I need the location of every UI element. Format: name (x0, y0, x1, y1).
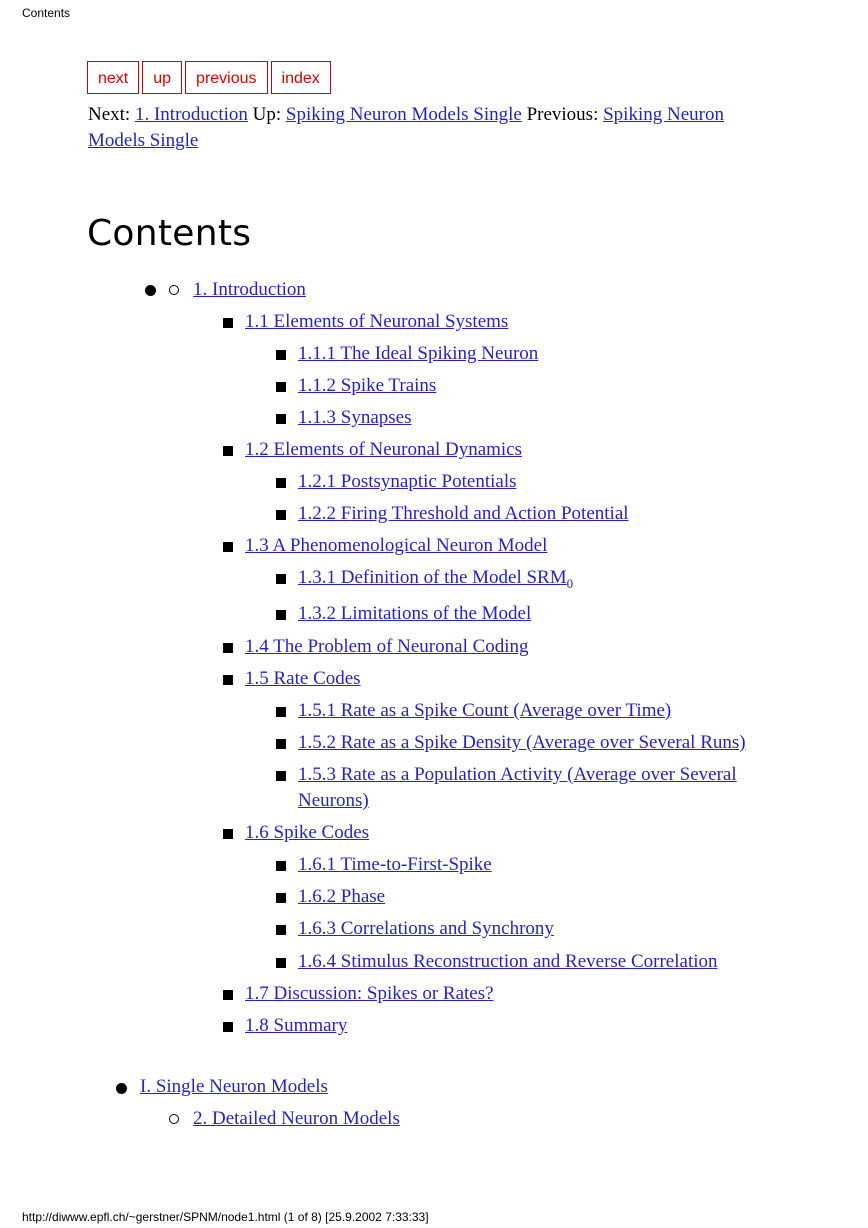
page-title: Contents (87, 213, 252, 254)
toc-item-chapter-2 (193, 1106, 400, 1132)
toc-link-1-6-3[interactable]: 1.6.3 Correlations and Synchrony (298, 918, 554, 939)
toc-link-chapter-2[interactable]: 2. Detailed Neuron Models (193, 1108, 400, 1129)
srm-subscript: 0 (566, 576, 574, 591)
navigation-text (88, 102, 748, 154)
toc-link-part-1[interactable]: I. Single Neuron Models (140, 1076, 328, 1097)
toc-link-1-5-2[interactable]: 1.5.2 Rate as a Spike Density (Average over Several Runs) (298, 732, 746, 753)
up-link[interactable]: Spiking Neuron Models Single (285, 104, 522, 125)
toc-item-part-1 (140, 1074, 328, 1100)
toc-item-1-1 (245, 309, 508, 335)
square-bullet-icon (223, 829, 233, 839)
square-bullet-icon (223, 990, 233, 1000)
next-button[interactable]: next (87, 61, 139, 94)
previous-button[interactable]: previous (185, 61, 267, 94)
square-bullet-icon (276, 478, 286, 488)
index-button[interactable]: index (271, 61, 331, 94)
toc-item-1-5-2 (298, 730, 746, 756)
toc-link-1-3[interactable]: 1.3 A Phenomenological Neuron Model (245, 535, 548, 556)
square-bullet-icon (276, 861, 286, 871)
toc-link-1-1-2[interactable]: 1.1.2 Spike Trains (298, 375, 437, 396)
toc-link-1-1-1[interactable]: 1.1.1 The Ideal Spiking Neuron (298, 343, 539, 364)
square-bullet-icon (276, 414, 286, 424)
toc-item-1-3-2 (298, 601, 531, 627)
square-bullet-icon (276, 510, 286, 520)
square-bullet-icon (223, 318, 233, 328)
toc-item-1-6-3 (298, 916, 554, 942)
toc-item-1-1-2 (298, 373, 436, 399)
toc-item-1-7 (245, 981, 494, 1007)
square-bullet-icon (276, 574, 286, 584)
toc-item-1-6-4 (298, 949, 718, 975)
toc-link-1-3-1-text: 1.3.1 Definition of the Model SRM (298, 567, 567, 588)
navigation-bar (87, 61, 331, 94)
toc-link-1-5-1[interactable]: 1.5.1 Rate as a Spike Count (Average over Time) (298, 700, 672, 721)
toc-item-1-1-1 (298, 341, 538, 367)
toc-item-1-2 (245, 437, 522, 463)
toc-link-1-5-3-line1: 1.5.3 Rate as a Population Activity (Average over Several (298, 764, 737, 785)
square-bullet-icon (223, 1022, 233, 1032)
square-bullet-icon (223, 643, 233, 653)
circle-bullet-icon (169, 285, 179, 295)
toc-item-chapter-1 (193, 277, 306, 303)
disc-bullet-icon (145, 285, 156, 296)
square-bullet-icon (276, 958, 286, 968)
toc-item-1-5-3 (298, 762, 737, 814)
toc-item-1-5 (245, 666, 361, 692)
toc-link-1-6-4[interactable]: 1.6.4 Stimulus Reconstruction and Reverse Correlation (298, 951, 718, 972)
toc-item-1-5-1 (298, 698, 671, 724)
toc-link-1-2-1[interactable]: 1.2.1 Postsynaptic Potentials (298, 471, 517, 492)
toc-item-1-8 (245, 1013, 347, 1039)
toc-item-1-6-1 (298, 852, 492, 878)
toc-link-1-2-2[interactable]: 1.2.2 Firing Threshold and Action Potential (298, 503, 629, 524)
toc-item-1-6-2 (298, 884, 385, 910)
circle-bullet-icon (169, 1114, 179, 1124)
square-bullet-icon (276, 925, 286, 935)
toc-item-1-4 (245, 634, 529, 660)
toc-link-1-8[interactable]: 1.8 Summary (245, 1015, 348, 1036)
up-label: Up: (252, 104, 282, 125)
toc-link-1-7[interactable]: 1.7 Discussion: Spikes or Rates? (245, 983, 494, 1004)
toc-link-chapter-1[interactable]: 1. Introduction (193, 279, 306, 300)
toc-link-1-5[interactable]: 1.5 Rate Codes (245, 668, 361, 689)
toc-link-1-2[interactable]: 1.2 Elements of Neuronal Dynamics (245, 439, 523, 460)
square-bullet-icon (276, 610, 286, 620)
toc-link-1-5-3[interactable] (298, 764, 737, 811)
up-button[interactable]: up (142, 61, 182, 94)
next-label: Next: (88, 104, 131, 125)
toc-item-1-2-1 (298, 469, 517, 495)
square-bullet-icon (276, 382, 286, 392)
toc-item-1-2-2 (298, 501, 629, 527)
square-bullet-icon (276, 350, 286, 360)
toc-link-1-6-1[interactable]: 1.6.1 Time-to-First-Spike (298, 854, 492, 875)
square-bullet-icon (276, 707, 286, 717)
square-bullet-icon (223, 675, 233, 685)
disc-bullet-icon (116, 1083, 127, 1094)
toc-link-1-6-2[interactable]: 1.6.2 Phase (298, 886, 386, 907)
toc-link-1-6[interactable]: 1.6 Spike Codes (245, 822, 370, 843)
square-bullet-icon (276, 893, 286, 903)
print-running-title: Contents (22, 6, 71, 20)
square-bullet-icon (276, 771, 286, 781)
toc-link-1-5-3-line2: Neurons) (298, 790, 369, 811)
next-link[interactable]: 1. Introduction (134, 104, 248, 125)
square-bullet-icon (223, 446, 233, 456)
toc-item-1-3-1 (298, 565, 573, 591)
previous-label: Previous: (526, 104, 599, 125)
print-footer-url: http://diwww.epfl.ch/~gerstner/SPNM/node1.html (1 of 8) [25.9.2002 7:33:33] (22, 1210, 429, 1224)
square-bullet-icon (223, 542, 233, 552)
toc-link-1-3-2[interactable]: 1.3.2 Limitations of the Model (298, 603, 532, 624)
toc-link-1-1-3[interactable]: 1.1.3 Synapses (298, 407, 412, 428)
toc-link-1-3-1[interactable] (298, 567, 574, 591)
toc-item-1-3 (245, 533, 547, 559)
toc-item-1-6 (245, 820, 369, 846)
square-bullet-icon (276, 739, 286, 749)
toc-item-1-1-3 (298, 405, 411, 431)
toc-link-1-1[interactable]: 1.1 Elements of Neuronal Systems (245, 311, 509, 332)
previous-link[interactable]: Spiking Neuron Models Single (88, 104, 724, 151)
toc-link-1-4[interactable]: 1.4 The Problem of Neuronal Coding (245, 636, 529, 657)
